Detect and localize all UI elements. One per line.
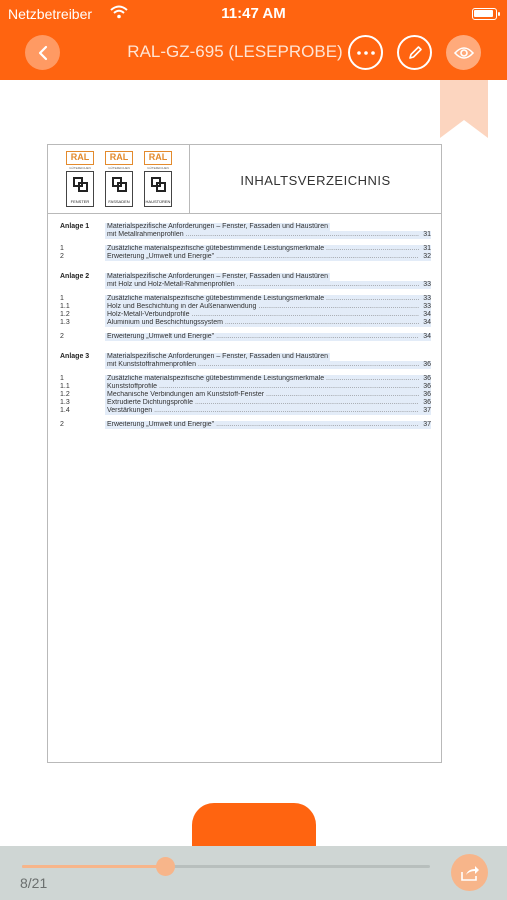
toc-page-number: 34 bbox=[419, 333, 431, 341]
toc-page-number: 37 bbox=[419, 421, 431, 429]
page-counter: 8/21 bbox=[20, 875, 48, 891]
toc-number: 1.1 bbox=[60, 383, 70, 390]
edit-button[interactable] bbox=[397, 35, 432, 70]
toc-row[interactable] bbox=[58, 375, 433, 383]
more-icon bbox=[357, 51, 375, 55]
page-slider-thumb[interactable] bbox=[156, 857, 175, 876]
toc-entry-text: Extrudierte Dichtungsprofile ..... bbox=[105, 399, 423, 407]
toc-entry-text: Aluminium und Beschichtungssystem ..... bbox=[105, 319, 423, 327]
toc-row[interactable] bbox=[58, 311, 433, 319]
back-button[interactable] bbox=[25, 35, 60, 70]
toc-page-number: 36 bbox=[419, 399, 431, 407]
toc-row[interactable] bbox=[58, 253, 433, 261]
share-button[interactable] bbox=[451, 854, 488, 891]
toc-row[interactable] bbox=[58, 383, 433, 391]
toc-row[interactable] bbox=[58, 361, 433, 369]
toc-page-number: 33 bbox=[419, 281, 431, 289]
toc-entry-text: Kunststoffprofile ..... bbox=[105, 383, 423, 391]
toc-entry-text: Erweiterung „Umwelt und Energie" ..... bbox=[105, 421, 423, 429]
chevron-left-icon bbox=[37, 45, 49, 61]
toc-row[interactable] bbox=[58, 391, 433, 399]
bookmark-icon[interactable] bbox=[440, 80, 488, 138]
eye-icon bbox=[454, 46, 474, 60]
clock: 11:47 AM bbox=[221, 5, 286, 22]
toc-number: Anlage 2 bbox=[60, 273, 90, 280]
toc-page-number: 31 bbox=[419, 231, 431, 239]
toc-row[interactable] bbox=[58, 319, 433, 327]
share-icon bbox=[460, 864, 480, 882]
toc-number: Anlage 1 bbox=[60, 223, 90, 230]
toc-entry-text: Holz und Beschichtung in der Außenanwendung ..... bbox=[105, 303, 423, 311]
toc-row[interactable] bbox=[58, 333, 433, 341]
toc-number: 2 bbox=[60, 333, 64, 340]
document-title: RAL-GZ-695 (LESEPROBE) bbox=[127, 42, 343, 61]
toc-row[interactable] bbox=[58, 421, 433, 429]
logo-group bbox=[48, 145, 190, 213]
toc-entry-text: Erweiterung „Umwelt und Energie" ..... bbox=[105, 253, 423, 261]
toc-number: Anlage 3 bbox=[60, 353, 90, 360]
toc-entry-text: Mechanische Verbindungen am Kunststoff-Fenster ..... bbox=[105, 391, 423, 399]
toc-page-number: 34 bbox=[419, 311, 431, 319]
toc-page-number: 33 bbox=[419, 303, 431, 311]
toc-page-number: 31 bbox=[419, 245, 431, 253]
toc-number: 1.2 bbox=[60, 311, 70, 318]
toc-number: 1.3 bbox=[60, 319, 70, 326]
ral-logo-haustueren: RAL GÜTEZEICHEN HAUSTÜREN bbox=[144, 151, 172, 207]
toc-entry-text: Zusätzliche materialspezifische gütebestimmende Leistungsmerkmale ..... bbox=[105, 245, 423, 253]
toc-page-number: 37 bbox=[419, 407, 431, 415]
toc-page-number: 36 bbox=[419, 391, 431, 399]
document-page bbox=[47, 144, 442, 763]
toc-entry-text: Holz-Metall-Verbundprofile ..... bbox=[105, 311, 423, 319]
toc-entry-text: mit Metallrahmenprofilen ..... bbox=[105, 231, 423, 239]
toc-entry-text: mit Kunststoffrahmenprofilen ..... bbox=[105, 361, 423, 369]
toc-row[interactable] bbox=[58, 245, 433, 253]
toc-row[interactable] bbox=[58, 303, 433, 311]
toc-number: 2 bbox=[60, 421, 64, 428]
toc-entry-text: Materialspezifische Anforderungen – Fenster, Fassaden und Haustüren bbox=[107, 223, 329, 230]
toc-number: 1.1 bbox=[60, 303, 70, 310]
toc-number: 1 bbox=[60, 375, 64, 382]
toc-page-number: 36 bbox=[419, 361, 431, 369]
toc-entry-text: Erweiterung „Umwelt und Energie" ..... bbox=[105, 333, 423, 341]
more-options-button[interactable] bbox=[348, 35, 383, 70]
pencil-icon bbox=[407, 45, 423, 61]
toc-row[interactable] bbox=[58, 223, 433, 231]
toc-entry-text: Materialspezifische Anforderungen – Fenster, Fassaden und Haustüren bbox=[107, 353, 329, 360]
toc-entry-text: Zusätzliche materialspezifische gütebestimmende Leistungsmerkmale ..... bbox=[105, 375, 423, 383]
ral-logo-fenster: RAL GÜTEZEICHEN FENSTER bbox=[66, 151, 94, 207]
toc-page-number: 36 bbox=[419, 383, 431, 391]
toc-number: 1.4 bbox=[60, 407, 70, 414]
app-header bbox=[0, 0, 507, 80]
toc-row[interactable] bbox=[58, 353, 433, 361]
toc-entry-text: Materialspezifische Anforderungen – Fenster, Fassaden und Haustüren bbox=[107, 273, 329, 280]
bottom-bar bbox=[0, 846, 507, 900]
view-mode-button[interactable] bbox=[446, 35, 481, 70]
battery-icon bbox=[472, 8, 497, 20]
status-bar bbox=[0, 0, 507, 28]
toc-entry-text: Verstärkungen ..... bbox=[105, 407, 423, 415]
ral-logo-fassaden: RAL GÜTEZEICHEN FASSADEN bbox=[105, 151, 133, 207]
toc-row[interactable] bbox=[58, 399, 433, 407]
carrier-name: Netzbetreiber bbox=[8, 6, 93, 22]
toc-row[interactable] bbox=[58, 407, 433, 415]
toc-number: 1 bbox=[60, 295, 64, 302]
toc-number: 2 bbox=[60, 253, 64, 260]
toc-page-number: 32 bbox=[419, 253, 431, 261]
toc-row[interactable] bbox=[58, 295, 433, 303]
page-slider-fill bbox=[22, 865, 165, 868]
page-header bbox=[48, 145, 441, 214]
toc-page-number: 33 bbox=[419, 295, 431, 303]
toc-entry-text: mit Holz und Holz-Metall-Rahmenprofilen ..... bbox=[105, 281, 423, 289]
toc-heading: INHALTSVERZEICHNIS bbox=[240, 173, 391, 188]
toc-entry-text: Zusätzliche materialspezifische gütebestimmende Leistungsmerkmale ..... bbox=[105, 295, 423, 303]
toc-row[interactable] bbox=[58, 231, 433, 239]
toc-row[interactable] bbox=[58, 281, 433, 289]
page-slider[interactable] bbox=[22, 865, 430, 868]
toc-number: 1 bbox=[60, 245, 64, 252]
toc-number: 1.3 bbox=[60, 399, 70, 406]
toc-page-number: 36 bbox=[419, 375, 431, 383]
toc-page-number: 34 bbox=[419, 319, 431, 327]
toc-number: 1.2 bbox=[60, 391, 70, 398]
toc-row[interactable] bbox=[58, 273, 433, 281]
